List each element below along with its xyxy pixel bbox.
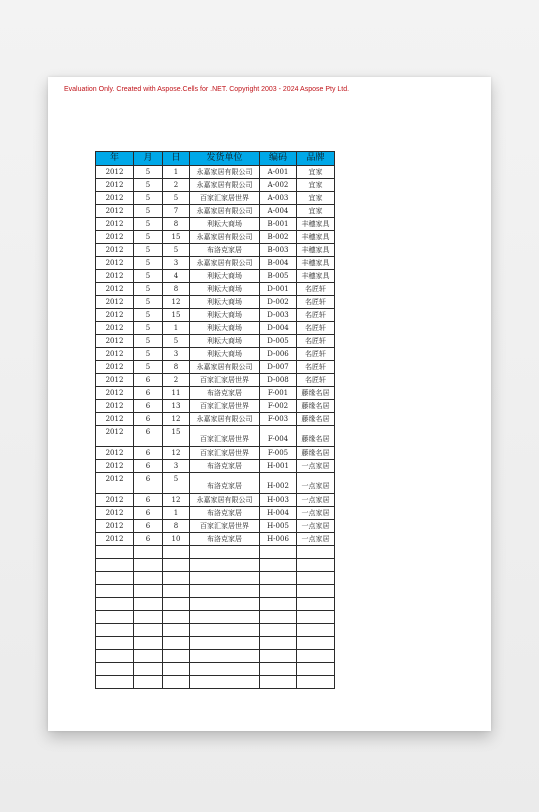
cell-brand: 名匠轩 — [297, 374, 335, 387]
cell-month: 5 — [134, 322, 163, 335]
empty-cell — [134, 611, 163, 624]
shipment-table — [95, 151, 335, 689]
cell-day: 1 — [163, 166, 190, 179]
empty-cell — [297, 650, 335, 663]
cell-code: B-003 — [260, 244, 297, 257]
spreadsheet-page — [48, 77, 491, 731]
cell-day: 8 — [163, 218, 190, 231]
cell-month: 5 — [134, 192, 163, 205]
cell-year: 2012 — [96, 361, 134, 374]
cell-day: 15 — [163, 426, 190, 447]
cell-code: H-003 — [260, 494, 297, 507]
table-row — [96, 426, 335, 447]
cell-brand: 藤缘名居 — [297, 426, 335, 447]
empty-cell — [297, 676, 335, 689]
header-day: 日 — [163, 152, 190, 166]
cell-code: D-008 — [260, 374, 297, 387]
cell-year: 2012 — [96, 413, 134, 426]
cell-code: A-004 — [260, 205, 297, 218]
cell-code: B-004 — [260, 257, 297, 270]
header-shipper: 发货单位 — [190, 152, 260, 166]
empty-cell — [134, 546, 163, 559]
cell-brand: 名匠轩 — [297, 322, 335, 335]
empty-cell — [297, 637, 335, 650]
cell-year: 2012 — [96, 400, 134, 413]
empty-row — [96, 559, 335, 572]
cell-shipper: 利耘大商场 — [190, 348, 260, 361]
table-row — [96, 270, 335, 283]
cell-shipper: 布洛克家居 — [190, 244, 260, 257]
empty-row — [96, 676, 335, 689]
cell-month: 6 — [134, 507, 163, 520]
empty-cell — [190, 598, 260, 611]
cell-day: 5 — [163, 335, 190, 348]
empty-cell — [134, 598, 163, 611]
empty-cell — [190, 585, 260, 598]
table-row — [96, 231, 335, 244]
empty-cell — [297, 559, 335, 572]
cell-shipper: 百家汇家居世界 — [190, 374, 260, 387]
cell-shipper: 利耘大商场 — [190, 283, 260, 296]
cell-code: D-005 — [260, 335, 297, 348]
cell-shipper: 百家汇家居世界 — [190, 447, 260, 460]
cell-year: 2012 — [96, 426, 134, 447]
cell-shipper: 永嘉家居有限公司 — [190, 231, 260, 244]
cell-month: 6 — [134, 374, 163, 387]
empty-cell — [297, 572, 335, 585]
cell-shipper: 利耘大商场 — [190, 322, 260, 335]
cell-day: 3 — [163, 348, 190, 361]
cell-shipper: 永嘉家居有限公司 — [190, 361, 260, 374]
empty-row — [96, 585, 335, 598]
cell-brand: 一点家居 — [297, 520, 335, 533]
cell-shipper: 百家汇家居世界 — [190, 520, 260, 533]
empty-cell — [163, 598, 190, 611]
cell-year: 2012 — [96, 192, 134, 205]
empty-cell — [297, 624, 335, 637]
empty-cell — [190, 637, 260, 650]
cell-day: 8 — [163, 361, 190, 374]
empty-cell — [96, 546, 134, 559]
table-row — [96, 244, 335, 257]
empty-cell — [190, 624, 260, 637]
empty-cell — [260, 585, 297, 598]
header-year: 年 — [96, 152, 134, 166]
cell-month: 5 — [134, 244, 163, 257]
cell-code: D-002 — [260, 296, 297, 309]
empty-cell — [163, 624, 190, 637]
cell-year: 2012 — [96, 507, 134, 520]
cell-year: 2012 — [96, 205, 134, 218]
table-row — [96, 533, 335, 546]
empty-cell — [297, 546, 335, 559]
table-row — [96, 387, 335, 400]
cell-month: 5 — [134, 335, 163, 348]
cell-shipper: 利耘大商场 — [190, 218, 260, 231]
empty-row — [96, 650, 335, 663]
empty-cell — [134, 637, 163, 650]
cell-code: B-005 — [260, 270, 297, 283]
empty-cell — [163, 650, 190, 663]
cell-month: 6 — [134, 447, 163, 460]
cell-month: 6 — [134, 400, 163, 413]
cell-year: 2012 — [96, 179, 134, 192]
cell-day: 12 — [163, 494, 190, 507]
cell-day: 12 — [163, 413, 190, 426]
empty-cell — [163, 676, 190, 689]
empty-row — [96, 624, 335, 637]
cell-year: 2012 — [96, 257, 134, 270]
empty-row — [96, 637, 335, 650]
table-row — [96, 309, 335, 322]
cell-day: 5 — [163, 192, 190, 205]
cell-month: 5 — [134, 257, 163, 270]
empty-cell — [260, 559, 297, 572]
empty-cell — [190, 572, 260, 585]
cell-month: 5 — [134, 361, 163, 374]
cell-shipper: 永嘉家居有限公司 — [190, 494, 260, 507]
empty-cell — [260, 624, 297, 637]
cell-code: H-005 — [260, 520, 297, 533]
cell-brand: 丰穗家具 — [297, 218, 335, 231]
empty-cell — [190, 663, 260, 676]
cell-year: 2012 — [96, 270, 134, 283]
cell-code: D-004 — [260, 322, 297, 335]
cell-shipper: 布洛克家居 — [190, 387, 260, 400]
cell-day: 7 — [163, 205, 190, 218]
cell-shipper: 利耘大商场 — [190, 296, 260, 309]
table-row — [96, 192, 335, 205]
cell-month: 5 — [134, 296, 163, 309]
cell-shipper: 永嘉家居有限公司 — [190, 166, 260, 179]
cell-brand: 名匠轩 — [297, 283, 335, 296]
empty-cell — [190, 559, 260, 572]
cell-brand: 藤缘名居 — [297, 387, 335, 400]
cell-day: 12 — [163, 447, 190, 460]
cell-day: 2 — [163, 374, 190, 387]
cell-code: F-004 — [260, 426, 297, 447]
cell-shipper: 利耘大商场 — [190, 270, 260, 283]
empty-cell — [163, 559, 190, 572]
table-row — [96, 166, 335, 179]
empty-cell — [163, 585, 190, 598]
cell-code: F-002 — [260, 400, 297, 413]
cell-shipper: 永嘉家居有限公司 — [190, 413, 260, 426]
cell-day: 5 — [163, 473, 190, 494]
table-row — [96, 494, 335, 507]
cell-day: 8 — [163, 283, 190, 296]
empty-cell — [260, 637, 297, 650]
header-brand: 品牌 — [297, 152, 335, 166]
cell-month: 5 — [134, 270, 163, 283]
table-row — [96, 473, 335, 494]
evaluation-watermark: Evaluation Only. Created with Aspose.Cells for .NET. Copyright 2003 - 2024 Aspose Pty Ltd. — [64, 86, 350, 93]
table-row — [96, 322, 335, 335]
cell-code: H-006 — [260, 533, 297, 546]
cell-year: 2012 — [96, 283, 134, 296]
empty-row — [96, 663, 335, 676]
cell-day: 15 — [163, 231, 190, 244]
empty-cell — [190, 611, 260, 624]
cell-code: H-002 — [260, 473, 297, 494]
table-row — [96, 218, 335, 231]
table-row — [96, 283, 335, 296]
cell-code: H-001 — [260, 460, 297, 473]
cell-code: D-001 — [260, 283, 297, 296]
empty-cell — [260, 650, 297, 663]
cell-day: 8 — [163, 520, 190, 533]
cell-month: 6 — [134, 494, 163, 507]
cell-shipper: 布洛克家居 — [190, 460, 260, 473]
empty-row — [96, 572, 335, 585]
cell-shipper: 百家汇家居世界 — [190, 400, 260, 413]
empty-cell — [297, 598, 335, 611]
table-row — [96, 335, 335, 348]
table-row — [96, 447, 335, 460]
cell-brand: 一点家居 — [297, 473, 335, 494]
empty-cell — [134, 559, 163, 572]
cell-year: 2012 — [96, 374, 134, 387]
empty-cell — [163, 663, 190, 676]
cell-year: 2012 — [96, 335, 134, 348]
table-row — [96, 507, 335, 520]
cell-month: 5 — [134, 348, 163, 361]
empty-row — [96, 611, 335, 624]
empty-cell — [190, 676, 260, 689]
empty-cell — [96, 676, 134, 689]
cell-year: 2012 — [96, 533, 134, 546]
cell-brand: 名匠轩 — [297, 348, 335, 361]
empty-cell — [190, 546, 260, 559]
table-row — [96, 257, 335, 270]
cell-code: A-002 — [260, 179, 297, 192]
cell-shipper: 利耘大商场 — [190, 309, 260, 322]
cell-code: F-003 — [260, 413, 297, 426]
cell-shipper: 布洛克家居 — [190, 533, 260, 546]
cell-shipper: 利耘大商场 — [190, 335, 260, 348]
cell-year: 2012 — [96, 231, 134, 244]
cell-day: 2 — [163, 179, 190, 192]
cell-month: 5 — [134, 179, 163, 192]
cell-year: 2012 — [96, 520, 134, 533]
cell-code: D-003 — [260, 309, 297, 322]
cell-shipper: 永嘉家居有限公司 — [190, 179, 260, 192]
table-row — [96, 205, 335, 218]
table-row — [96, 348, 335, 361]
cell-day: 15 — [163, 309, 190, 322]
cell-shipper: 永嘉家居有限公司 — [190, 205, 260, 218]
cell-brand: 一点家居 — [297, 533, 335, 546]
cell-month: 6 — [134, 473, 163, 494]
cell-shipper: 百家汇家居世界 — [190, 426, 260, 447]
cell-year: 2012 — [96, 296, 134, 309]
cell-day: 4 — [163, 270, 190, 283]
empty-cell — [190, 650, 260, 663]
cell-month: 5 — [134, 166, 163, 179]
cell-brand: 名匠轩 — [297, 296, 335, 309]
cell-month: 5 — [134, 218, 163, 231]
empty-cell — [163, 637, 190, 650]
table-row — [96, 296, 335, 309]
empty-cell — [260, 676, 297, 689]
cell-year: 2012 — [96, 309, 134, 322]
cell-month: 5 — [134, 309, 163, 322]
empty-cell — [297, 611, 335, 624]
cell-day: 3 — [163, 257, 190, 270]
empty-cell — [96, 637, 134, 650]
empty-cell — [260, 663, 297, 676]
cell-year: 2012 — [96, 473, 134, 494]
cell-day: 5 — [163, 244, 190, 257]
cell-month: 5 — [134, 205, 163, 218]
cell-code: A-001 — [260, 166, 297, 179]
cell-brand: 藤缘名居 — [297, 447, 335, 460]
cell-brand: 一点家居 — [297, 507, 335, 520]
cell-code: H-004 — [260, 507, 297, 520]
cell-code: F-001 — [260, 387, 297, 400]
cell-day: 10 — [163, 533, 190, 546]
empty-cell — [96, 585, 134, 598]
cell-year: 2012 — [96, 348, 134, 361]
cell-brand: 宜家 — [297, 192, 335, 205]
cell-year: 2012 — [96, 494, 134, 507]
cell-day: 3 — [163, 460, 190, 473]
empty-cell — [297, 663, 335, 676]
header-code: 编码 — [260, 152, 297, 166]
cell-code: B-002 — [260, 231, 297, 244]
empty-cell — [163, 546, 190, 559]
empty-cell — [134, 585, 163, 598]
table-row — [96, 460, 335, 473]
cell-brand: 名匠轩 — [297, 335, 335, 348]
empty-cell — [96, 663, 134, 676]
cell-brand: 丰穗家具 — [297, 257, 335, 270]
cell-month: 6 — [134, 426, 163, 447]
empty-cell — [260, 611, 297, 624]
table-row — [96, 361, 335, 374]
cell-month: 6 — [134, 520, 163, 533]
cell-brand: 丰穗家具 — [297, 244, 335, 257]
cell-year: 2012 — [96, 244, 134, 257]
table-row — [96, 374, 335, 387]
cell-shipper: 布洛克家居 — [190, 473, 260, 494]
cell-year: 2012 — [96, 166, 134, 179]
cell-brand: 一点家居 — [297, 494, 335, 507]
empty-cell — [96, 559, 134, 572]
empty-cell — [260, 572, 297, 585]
cell-year: 2012 — [96, 387, 134, 400]
header-month: 月 — [134, 152, 163, 166]
cell-day: 1 — [163, 322, 190, 335]
cell-code: D-006 — [260, 348, 297, 361]
cell-code: A-003 — [260, 192, 297, 205]
cell-month: 5 — [134, 283, 163, 296]
empty-cell — [96, 624, 134, 637]
cell-day: 12 — [163, 296, 190, 309]
cell-shipper: 永嘉家居有限公司 — [190, 257, 260, 270]
cell-day: 13 — [163, 400, 190, 413]
cell-code: B-001 — [260, 218, 297, 231]
empty-cell — [260, 598, 297, 611]
cell-brand: 丰穗家具 — [297, 270, 335, 283]
cell-brand: 宜家 — [297, 205, 335, 218]
cell-day: 1 — [163, 507, 190, 520]
cell-month: 6 — [134, 460, 163, 473]
cell-month: 6 — [134, 533, 163, 546]
cell-shipper: 布洛克家居 — [190, 507, 260, 520]
empty-cell — [96, 572, 134, 585]
cell-code: D-007 — [260, 361, 297, 374]
cell-brand: 藤缘名居 — [297, 413, 335, 426]
cell-month: 6 — [134, 413, 163, 426]
empty-cell — [163, 611, 190, 624]
cell-code: F-005 — [260, 447, 297, 460]
empty-cell — [134, 663, 163, 676]
table-body — [96, 166, 335, 689]
cell-brand: 一点家居 — [297, 460, 335, 473]
empty-cell — [163, 572, 190, 585]
table-row — [96, 413, 335, 426]
empty-cell — [96, 650, 134, 663]
empty-cell — [134, 572, 163, 585]
empty-row — [96, 598, 335, 611]
header-row — [96, 152, 335, 166]
empty-cell — [260, 546, 297, 559]
empty-cell — [96, 611, 134, 624]
cell-day: 11 — [163, 387, 190, 400]
cell-year: 2012 — [96, 218, 134, 231]
table-row — [96, 179, 335, 192]
cell-brand: 宜家 — [297, 179, 335, 192]
table-row — [96, 520, 335, 533]
empty-cell — [134, 676, 163, 689]
cell-brand: 宜家 — [297, 166, 335, 179]
cell-shipper: 百家汇家居世界 — [190, 192, 260, 205]
cell-year: 2012 — [96, 460, 134, 473]
cell-month: 5 — [134, 231, 163, 244]
cell-month: 6 — [134, 387, 163, 400]
empty-cell — [134, 624, 163, 637]
empty-row — [96, 546, 335, 559]
cell-brand: 藤缘名居 — [297, 400, 335, 413]
table-row — [96, 400, 335, 413]
empty-cell — [96, 598, 134, 611]
cell-brand: 丰穗家具 — [297, 231, 335, 244]
empty-cell — [297, 585, 335, 598]
cell-brand: 名匠轩 — [297, 361, 335, 374]
cell-brand: 名匠轩 — [297, 309, 335, 322]
cell-year: 2012 — [96, 322, 134, 335]
cell-year: 2012 — [96, 447, 134, 460]
empty-cell — [134, 650, 163, 663]
